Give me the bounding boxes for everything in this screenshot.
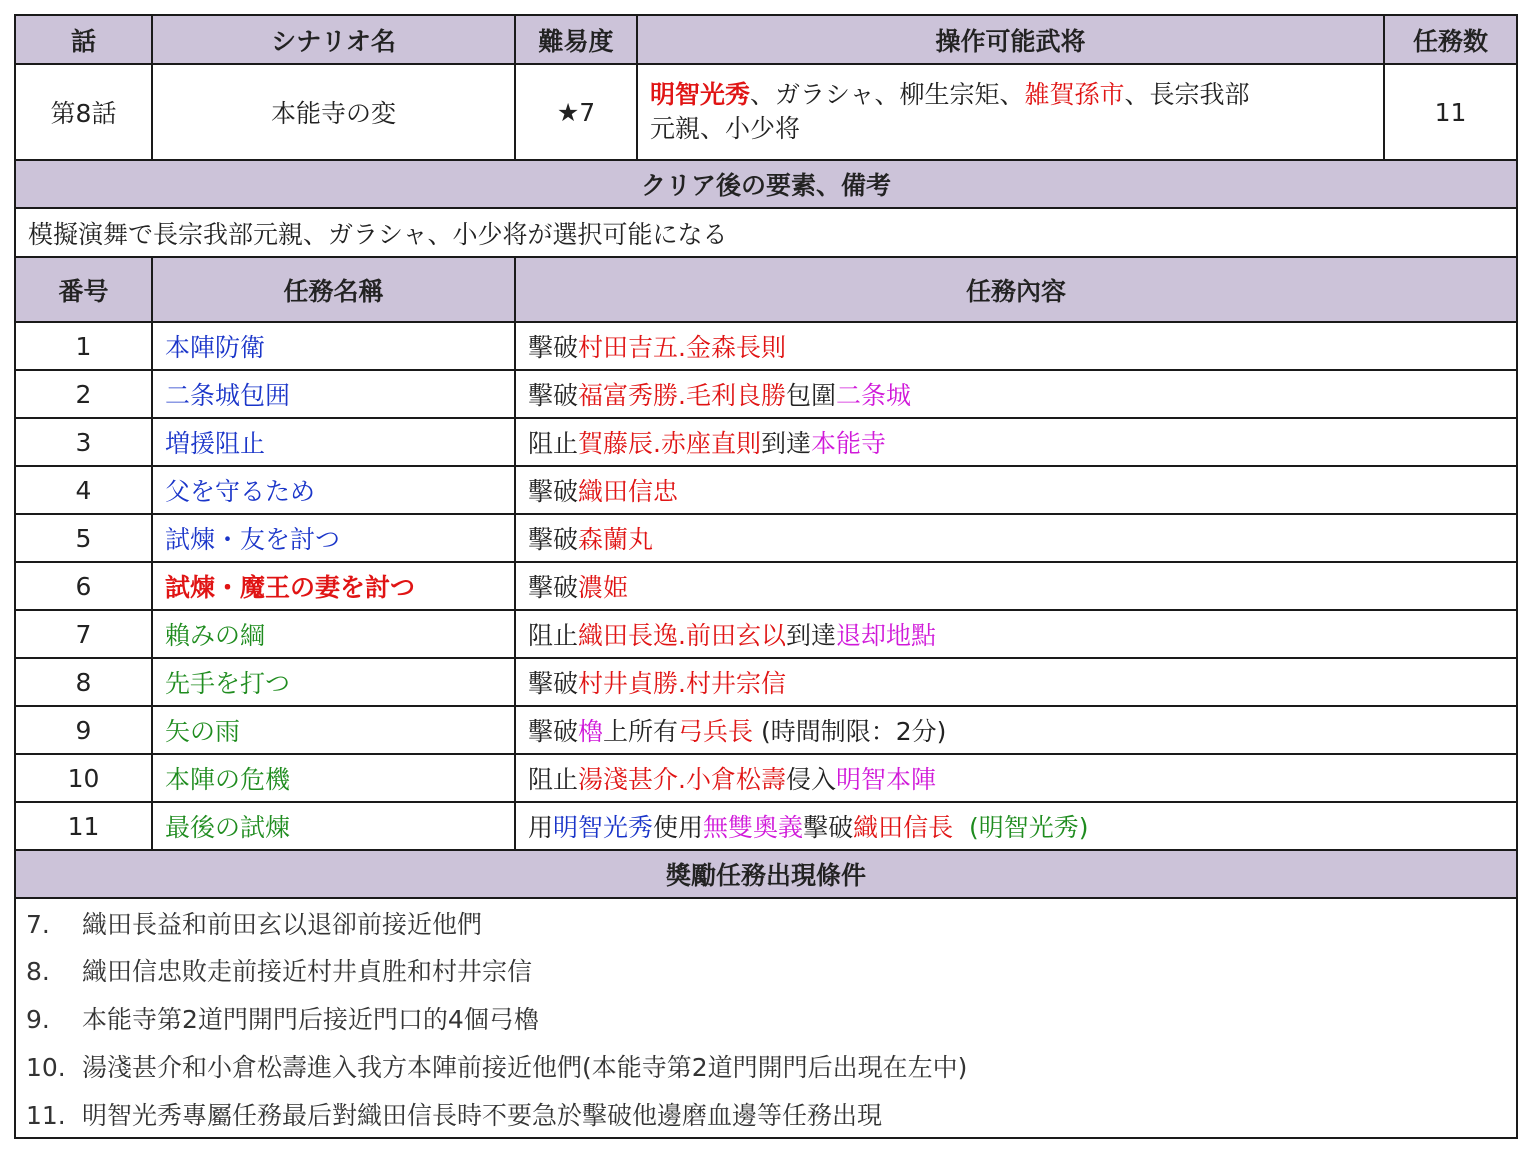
reward-condition-text: 本能寺第2道門開門后接近門口的4個弓櫓 — [82, 1005, 539, 1034]
mission-name: 試煉・魔王の妻を討つ — [152, 562, 515, 610]
mission-row — [15, 466, 1517, 514]
mission-content — [515, 706, 1517, 754]
mission-content-segment: 織田長逸.前田玄以 — [578, 621, 786, 650]
mission-name: 試煉・友を討つ — [152, 514, 515, 562]
mission-content-segment: 阻止 — [528, 765, 579, 794]
after-clear-title: クリア後の要素、備考 — [15, 160, 1517, 208]
mission-number: 6 — [15, 562, 152, 610]
mission-content-segment: 阻止 — [528, 429, 579, 458]
reward-condition-number: 7. — [26, 909, 50, 939]
reward-condition-text: 織田長益和前田玄以退卻前接近他們 — [82, 909, 483, 939]
mission-number: 7 — [15, 610, 152, 658]
mission-row — [15, 610, 1517, 658]
mission-row — [15, 754, 1517, 802]
mission-list — [15, 322, 1517, 850]
mission-number: 4 — [15, 466, 152, 514]
mission-count-header: 任務数 — [1384, 15, 1517, 64]
mission-content-segment: 村井貞勝.村井宗信 — [578, 669, 786, 698]
mission-content-segment: 擊破 — [528, 333, 579, 362]
mission-name: 先手を打つ — [152, 658, 515, 706]
mission-row — [15, 418, 1517, 466]
mission-content-segment: 擊破 — [528, 477, 579, 506]
mission-content-segment: 明智光秀 — [553, 813, 654, 842]
mission-count-value: 11 — [1384, 64, 1517, 160]
reward-condition-number: 11. — [26, 1100, 66, 1130]
missions-header-row — [15, 257, 1517, 322]
mission-content-segment: 賀藤辰.赤座直則 — [578, 429, 761, 458]
mission-number: 11 — [15, 802, 152, 850]
after-clear-note-row — [15, 208, 1517, 257]
mission-name: 増援阻止 — [152, 418, 515, 466]
scenario-name-value: 本能寺の変 — [152, 64, 515, 160]
scenario-info-row — [15, 64, 1517, 160]
generals-header: 操作可能武将 — [637, 15, 1384, 64]
reward-condition — [15, 994, 1517, 1042]
episode-header: 話 — [15, 15, 152, 64]
mission-content-segment: 明智本陣 — [835, 765, 936, 794]
difficulty-value: ★7 — [515, 64, 637, 160]
reward-condition — [15, 898, 1517, 946]
general-segment: 明智光秀 — [650, 80, 751, 109]
reward-condition-row — [15, 1042, 1517, 1090]
reward-condition-text: 織田信忠敗走前接近村井貞胜和村井宗信 — [82, 957, 533, 986]
mission-content — [515, 802, 1517, 850]
mission-row — [15, 562, 1517, 610]
reward-condition-row — [15, 946, 1517, 994]
mission-content-segment: 上所有 — [603, 717, 679, 746]
reward-condition-text: 明智光秀專屬任務最后對織田信長時不要急於擊破他邊磨血邊等任務出現 — [82, 1100, 883, 1130]
mission-number: 2 — [15, 370, 152, 418]
mission-row — [15, 514, 1517, 562]
mission-number: 8 — [15, 658, 152, 706]
mission-row — [15, 802, 1517, 850]
mission-number: 3 — [15, 418, 152, 466]
mission-name-header: 任務名稱 — [152, 257, 515, 322]
scenario-table — [14, 14, 1518, 1139]
mission-content-segment: 擊破 — [528, 573, 579, 602]
reward-condition — [15, 1090, 1517, 1138]
mission-name: 矢の雨 — [152, 706, 515, 754]
generals-line-1 — [650, 80, 1250, 109]
reward-condition-row — [15, 898, 1517, 946]
mission-content-segment: 濃姫 — [578, 573, 629, 602]
mission-content-segment: 村田吉五.金森長則 — [578, 333, 786, 362]
mission-content-segment: 退却地點 — [835, 621, 936, 650]
mission-content-segment: 擊破 — [803, 813, 854, 842]
mission-content — [515, 370, 1517, 418]
mission-row — [15, 370, 1517, 418]
mission-content-segment: 櫓 — [578, 717, 604, 746]
general-segment: 雑賀孫市 — [1024, 80, 1125, 109]
mission-name: 最後の試煉 — [152, 802, 515, 850]
mission-content-segment: 織田信長 — [853, 813, 954, 842]
mission-content-segment: 森蘭丸 — [578, 525, 654, 554]
mission-content-segment: 到達 — [760, 429, 811, 458]
reward-condition-number: 8. — [26, 957, 50, 986]
reward-header-row — [15, 850, 1517, 898]
mission-content-segment: 湯淺甚介.小倉松壽 — [578, 765, 786, 794]
reward-condition-list — [15, 898, 1517, 1138]
reward-condition-row — [15, 994, 1517, 1042]
mission-row — [15, 706, 1517, 754]
mission-content-segment: 包圍 — [785, 381, 836, 410]
mission-content — [515, 466, 1517, 514]
mission-name: 本陣の危機 — [152, 754, 515, 802]
general-segment: 、長宗我部 — [1124, 80, 1250, 109]
mission-name: 賴みの綱 — [152, 610, 515, 658]
episode-value: 第8話 — [15, 64, 152, 160]
generals-value — [637, 64, 1384, 160]
mission-content-segment: 福富秀勝.毛利良勝 — [578, 381, 786, 410]
mission-number: 5 — [15, 514, 152, 562]
mission-content — [515, 658, 1517, 706]
mission-content-segment: 擊破 — [528, 381, 579, 410]
mission-no-header: 番号 — [15, 257, 152, 322]
generals-line-2: 元親、小少将 — [650, 114, 801, 143]
mission-content-segment: 擊破 — [528, 669, 579, 698]
mission-content-segment: 到達 — [785, 621, 836, 650]
after-clear-note: 模擬演舞で長宗我部元親、ガラシャ、小少将が選択可能になる — [15, 208, 1517, 257]
mission-content-segment: 阻止 — [528, 621, 579, 650]
mission-content-segment: 擊破 — [528, 717, 579, 746]
mission-content — [515, 514, 1517, 562]
reward-condition — [15, 946, 1517, 994]
mission-content-segment: 用 — [528, 813, 554, 842]
mission-content-segment: 侵入 — [785, 765, 836, 794]
mission-content — [515, 754, 1517, 802]
mission-row — [15, 322, 1517, 370]
mission-content-segment: 無雙奧義 — [703, 813, 804, 842]
mission-number: 10 — [15, 754, 152, 802]
mission-content — [515, 322, 1517, 370]
mission-name: 二条城包囲 — [152, 370, 515, 418]
mission-name: 父を守るため — [152, 466, 515, 514]
mission-name: 本陣防衛 — [152, 322, 515, 370]
mission-number: 1 — [15, 322, 152, 370]
mission-content-segment: 擊破 — [528, 525, 579, 554]
mission-content-header: 任務內容 — [515, 257, 1517, 322]
mission-content — [515, 610, 1517, 658]
reward-title: 獎勵任務出現條件 — [15, 850, 1517, 898]
mission-content-segment: 弓兵長 — [678, 717, 754, 746]
mission-content — [515, 562, 1517, 610]
mission-content — [515, 418, 1517, 466]
mission-content-segment: (時間制限：2分) — [753, 717, 947, 746]
mission-content-segment: 本能寺 — [810, 429, 886, 458]
scenario-header-row — [15, 15, 1517, 64]
reward-condition-number: 10. — [26, 1053, 66, 1082]
mission-content-segment: (明智光秀) — [953, 813, 1089, 842]
general-segment: 、ガラシャ、柳生宗矩、 — [750, 80, 1025, 109]
mission-content-segment: 使用 — [653, 813, 704, 842]
reward-condition-number: 9. — [26, 1005, 50, 1034]
difficulty-header: 難易度 — [515, 15, 637, 64]
after-clear-header-row — [15, 160, 1517, 208]
mission-content-segment: 二条城 — [835, 381, 911, 410]
mission-number: 9 — [15, 706, 152, 754]
reward-condition-text: 湯淺甚介和小倉松壽進入我方本陣前接近他們(本能寺第2道門開門后出現在左中) — [82, 1053, 968, 1082]
reward-condition — [15, 1042, 1517, 1090]
mission-content-segment: 織田信忠 — [578, 477, 679, 506]
mission-row — [15, 658, 1517, 706]
scenario-name-header: シナリオ名 — [152, 15, 515, 64]
reward-condition-row — [15, 1090, 1517, 1138]
